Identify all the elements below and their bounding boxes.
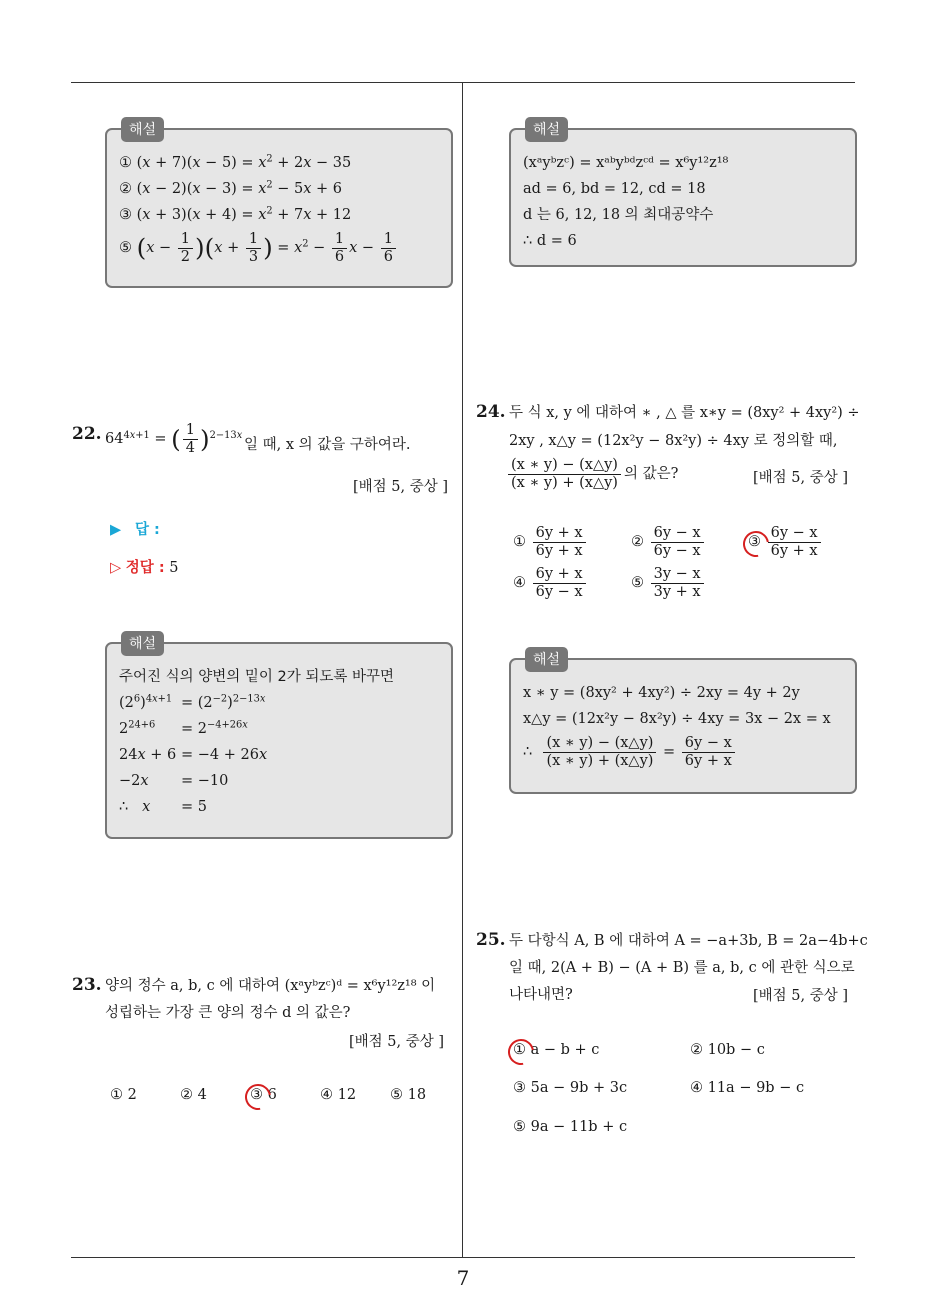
exp-line: x△y = (12x²y − 8x²y) ÷ 4xy = 3x − 2x = x: [523, 711, 831, 727]
option-1[interactable]: ① 2: [110, 1087, 137, 1103]
option-2[interactable]: ② 4: [180, 1087, 207, 1103]
explanation-box-21: [105, 122, 453, 288]
explanation-box-24: [509, 652, 857, 794]
exp-line: $(2^6)^{4x+1} = (2^{-2})^{2-13x}$: [119, 693, 266, 711]
page-number: 7: [456, 1266, 470, 1290]
question-24-line1: 두 식 x, y 에 대하여 ∗ , △ 를 x∗y = (8xy² + 4xy²) ÷: [509, 405, 860, 421]
correct-label: 정답 :: [125, 560, 165, 576]
correct-answer-line: [110, 556, 178, 577]
option-5[interactable]: ⑤ 9a − 11b + c: [513, 1119, 628, 1135]
column-divider: [462, 82, 463, 1257]
option-1[interactable]: ① $\frac{6y + x}{6y + x}$: [513, 525, 588, 559]
question-23-score: [배점 5, 중상 ]: [349, 1034, 445, 1050]
question-24-score: [배점 5, 중상 ]: [753, 470, 849, 486]
question-number-23: 23.: [72, 975, 102, 995]
option-2[interactable]: ② 10b − c: [690, 1042, 765, 1058]
question-number-22: 22.: [72, 424, 102, 444]
exp-line: −2x = −10: [119, 773, 229, 789]
exp-line: (xᵃyᵇzᶜ) = xᵃᵇyᵇᵈzᶜᵈ = x⁶y¹²z¹⁸: [523, 155, 729, 171]
correct-triangle-icon: ▷: [110, 560, 122, 576]
option-3[interactable]: ③ $\frac{6y - x}{6y + x}$: [748, 525, 823, 559]
question-23-line2: 성립하는 가장 큰 양의 정수 d 의 값은?: [105, 1005, 351, 1021]
top-rule: [71, 82, 855, 83]
question-25-line2: 일 때, 2(A + B) − (A + B) 를 a, b, c 에 관한 식으로: [509, 960, 855, 976]
exp-line: 주어진 식의 양변의 밑이 2가 되도록 바꾸면: [119, 669, 394, 685]
bottom-rule: [71, 1257, 855, 1258]
exp-line: ② $(x - 2)(x - 3) = x^2 - 5x + 6$: [119, 179, 343, 197]
exp-line: ③ $(x + 3)(x + 4) = x^2 + 7x + 12$: [119, 205, 352, 223]
option-5[interactable]: ⑤ $\frac{3y - x}{3y + x}$: [631, 566, 706, 600]
exp-line: ∴ d = 6: [523, 233, 577, 249]
question-23-line1: 양의 정수 a, b, c 에 대하여 (xᵃyᵇzᶜ)ᵈ = x⁶y¹²z¹⁸ 이: [105, 978, 436, 994]
option-2[interactable]: ② $\frac{6y - x}{6y - x}$: [631, 525, 706, 559]
question-25-line1: 두 다항식 A, B 에 대하여 A = −a+3b, B = 2a−4b+c: [509, 933, 868, 949]
option-4[interactable]: ④ 11a − 9b − c: [690, 1080, 805, 1096]
question-24-tail: 의 값은?: [624, 466, 679, 482]
option-3[interactable]: ③ 5a − 9b + 3c: [513, 1080, 628, 1096]
question-number-25: 25.: [476, 930, 506, 950]
explanation-box-22: [105, 636, 453, 839]
option-5[interactable]: ⑤ 18: [390, 1087, 427, 1103]
answer-arrow-icon: ▶: [110, 522, 122, 538]
question-25-line3: 나타내면?: [509, 987, 573, 1003]
question-25-score: [배점 5, 중상 ]: [753, 988, 849, 1004]
exp-line: ad = 6, bd = 12, cd = 18: [523, 181, 706, 197]
question-number-24: 24.: [476, 402, 506, 422]
explanation-box-23: [509, 122, 857, 267]
explanation-tag: 해설: [525, 117, 568, 142]
option-4[interactable]: ④ $\frac{6y + x}{6y - x}$: [513, 566, 588, 600]
exp-line: ∴ x = 5: [119, 799, 207, 815]
answer-label: 답 :: [134, 522, 160, 538]
question-22-text: 일 때, x 의 값을 구하여라.: [244, 437, 411, 453]
explanation-tag: 해설: [121, 117, 164, 142]
question-24-line2: 2xy , x△y = (12x²y − 8x²y) ÷ 4xy 로 정의할 때,: [509, 433, 838, 449]
exp-line: ∴ $\frac{(x ∗ y) - (x\triangle y)}{(x ∗ y) + (x\triangle y)}$ = $\frac{6y - x}{6y + x}$: [523, 732, 843, 772]
exp-line: ⑤ (x − $\frac{1}{2}$ )(x + $\frac{1}{3}$ ) = $x^2$ − $\frac{1}{6}$ x − $\frac{1}{6}$: [119, 228, 439, 268]
exp-line: $2^{24+6} = 2^{-4+26x}$: [119, 719, 248, 737]
exp-line: 24x + 6 = −4 + 26x: [119, 747, 268, 763]
explanation-tag: 해설: [525, 647, 568, 672]
exp-line: ① $(x + 7)(x - 5) = x^2 + 2x - 35$: [119, 153, 352, 171]
explanation-tag: 해설: [121, 631, 164, 656]
exp-line: x ∗ y = (8xy² + 4xy²) ÷ 2xy = 4y + 2y: [523, 685, 800, 701]
option-4[interactable]: ④ 12: [320, 1087, 357, 1103]
question-24-fraction: $\frac{(x ∗ y) - (x\triangle y)}{(x ∗ y) + (x\triangle y)}$: [506, 457, 623, 491]
question-22-score: [배점 5, 중상 ]: [353, 479, 449, 495]
option-3[interactable]: ③ 6: [250, 1087, 277, 1103]
exp-line: d 는 6, 12, 18 의 최대공약수: [523, 207, 714, 223]
option-1[interactable]: ① a − b + c: [513, 1042, 600, 1058]
selected-mark-icon: [240, 1079, 276, 1115]
answer-line: [110, 518, 160, 539]
selected-mark-icon: [503, 1034, 539, 1070]
correct-value: 5: [169, 560, 179, 576]
question-22-equation: $64^{4x+1}$ = ( $\frac{1}{4}$ )$^{2-13x}$: [105, 422, 243, 456]
